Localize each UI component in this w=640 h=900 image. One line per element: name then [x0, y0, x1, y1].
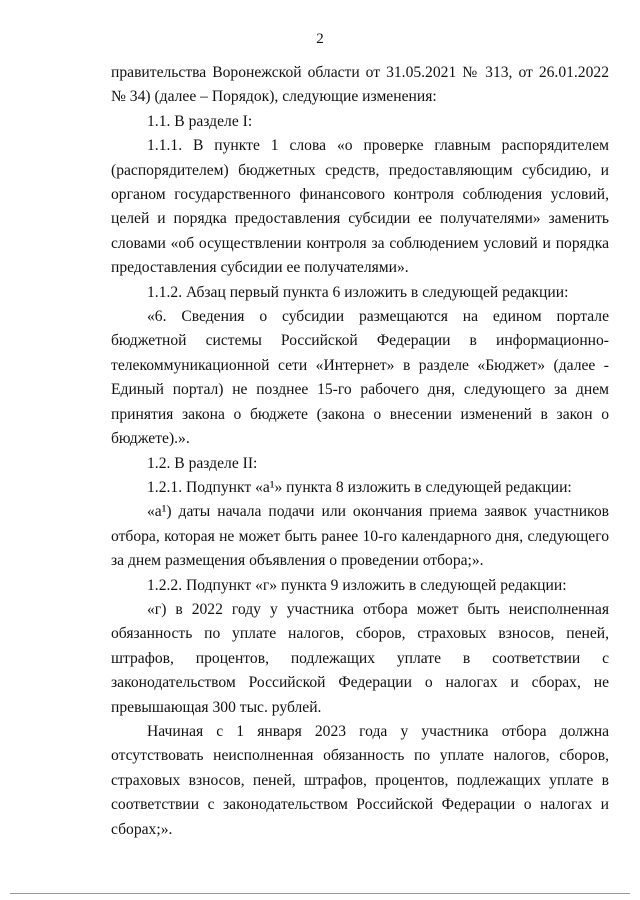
paragraph-section-1-1: 1.1. В разделе I:	[147, 112, 253, 130]
paragraph-section-1-2: 1.2. В разделе II:	[147, 454, 258, 472]
paragraph-intro: правительства Воронежской области от 31.05.2021 № 313, от 26.01.2022 № 34) (далее – Порядок), следующие изменения:	[111, 64, 609, 106]
paragraph-from-2023: Начиная с 1 января 2023 года у участника отбора должна отсутствовать неисполненная обязанность по уплате налогов, сборов, страховых взносов, пеней, штрафов, процентов, подлежащих уплате в соответствии с законодательством Российской Федерации о налогах и сборах;».	[111, 722, 609, 838]
page-number: 2	[316, 31, 324, 47]
paragraph-1-1-1: 1.1.1. В пункте 1 слова «о проверке главным распорядителем (распорядителем) бюджетных средств, предоставляющим субсидию, и органом государственного финансового контроля соблюдения условий, целей и порядка предоставления субсидии ее получателями» заменить словами «об осуществлении контроля за соблюдением условий и порядка предоставления субсидии ее получателями».	[111, 137, 609, 277]
paragraph-point-6-quote: «6. Сведения о субсидии размещаются на едином портале бюджетной системы Российской Федерации в информационно-телекоммуникационной сети «Интернет» в разделе «Бюджет» (далее - Единый портал) не позднее 15-го рабочего дня, следующего за днем принятия закона о бюджете (закона о внесении изменений в закон о бюджете).».	[111, 308, 609, 448]
paragraph-1-1-2: 1.1.2. Абзац первый пункта 6 изложить в следующей редакции:	[147, 283, 569, 301]
paragraph-1-2-2: 1.2.2. Подпункт «г» пункта 9 изложить в следующей редакции:	[147, 576, 567, 594]
paragraph-1-2-1: 1.2.1. Подпункт «а¹» пункта 8 изложить в следующей редакции:	[147, 478, 572, 496]
document-body	[111, 61, 609, 842]
scan-edge-line	[10, 893, 630, 894]
paragraph-subpoint-a1-quote: «а¹) даты начала подачи или окончания приема заявок участников отбора, которая не может быть ранее 10-го календарного дня, следующего за днем размещения объявления о проведении отбора;».	[111, 503, 609, 570]
paragraph-subpoint-g-quote: «г) в 2022 году у участника отбора может быть неисполненная обязанность по уплате налогов, сборов, страховых взносов, пеней, штрафов, процентов, подлежащих уплате в соответствии с законодательством Российской Федерации о налогах и сборах, не превышающая 300 тыс. рублей.	[111, 600, 609, 716]
